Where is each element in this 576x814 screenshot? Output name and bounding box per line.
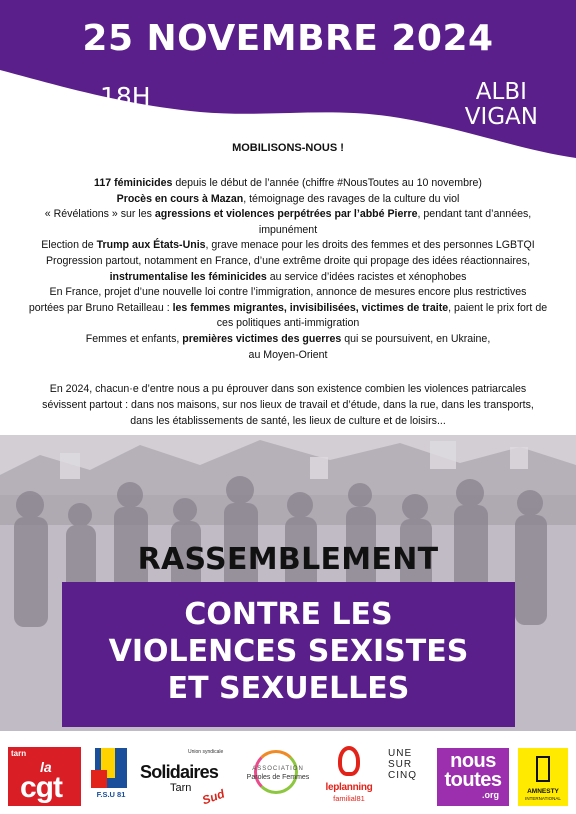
text-line: instrumentalise les féminicides au service d’idées racistes et xénophobes (109, 270, 467, 283)
cgt-region: tarn (11, 749, 27, 758)
association-name: Paroles de Femmes (246, 774, 310, 781)
fsu-label: F.S.U 81 (96, 790, 126, 799)
noustoutes-line: nous (450, 750, 496, 772)
unesur-line: SUR (388, 759, 413, 770)
text-line: impunément (258, 223, 318, 236)
paragraph-line: sévissent partout : dans nos maisons, sur nos lieux de travail et d’étude, dans la rue, dans les transports, (42, 399, 534, 411)
text-line: Femmes et enfants, premières victimes des guerres qui se poursuivent, en Ukraine, (85, 332, 491, 345)
noustoutes-line: toutes (444, 769, 502, 791)
text-line: Procès en cours à Mazan, témoignage des ravages de la culture du viol (116, 192, 460, 205)
cgt-la: la (40, 759, 52, 775)
event-date: 25 NOVEMBRE 2024 (82, 18, 494, 59)
banner-line: ET SEXUELLES (167, 671, 410, 706)
sud-mark: Sud (200, 786, 227, 808)
paroles-de-femmes-logo (238, 750, 318, 806)
text-line: 117 féminicides depuis le début de l’année (chiffre #NousToutes au 10 novembre) (94, 177, 482, 189)
rassemblement-title: RASSEMBLEMENT (137, 542, 439, 577)
planning-sub: familial81 (333, 794, 365, 803)
text-line: Election de Trump aux États-Unis, grave menace pour les droits des femmes et des personnes LGBTQI (41, 239, 535, 252)
paragraph-line: En 2024, chacun·e d’entre nous a pu éprouver dans son existence combien les violences patriarcales (49, 383, 527, 395)
amnesty-name: AMNESTY (527, 788, 559, 795)
paragraph-line: dans les établissements de santé, les lieux de culture et de loisirs... (130, 415, 446, 427)
association-label: ASSOCIATION (252, 766, 304, 772)
banner-line: CONTRE LES (184, 597, 393, 632)
text-line: portées par Bruno Retailleau : les femmes migrantes, invisibilisées, victimes de traite, paient le prix fort de (28, 301, 548, 314)
text-line: ces politiques anti-immigration (216, 317, 360, 330)
place-venue: VIGAN (464, 104, 538, 130)
cgt-name: cgt (20, 771, 62, 804)
solidaires-logo (140, 750, 235, 806)
candle-icon (536, 756, 550, 782)
fsu-shape (91, 770, 107, 788)
partner-logos (0, 738, 576, 814)
place-city: ALBI (475, 79, 527, 105)
cgt-logo (8, 747, 81, 806)
mobilisation-heading: MOBILISONS-NOUS ! (232, 142, 344, 154)
planning-name: leplanning (325, 782, 373, 793)
text-line: En France, projet d’une nouvelle loi contre l’immigration, annonce de mesures encore plus restrictives (49, 286, 527, 299)
fsu-logo (91, 748, 131, 804)
text-line: au Moyen-Orient (248, 348, 328, 361)
solidaires-small: Union syndicale (188, 749, 224, 755)
event-time: 18H (100, 82, 151, 111)
text-line: Progression partout, notamment en France, d’une extrême droite qui propage des idées réactionnaires, (45, 254, 531, 267)
planning-icon (338, 746, 360, 776)
noustoutes-logo (437, 748, 509, 806)
grievances-list (14, 176, 562, 363)
une-sur-cinq-logo (388, 748, 428, 806)
solidaires-region: Tarn (170, 782, 192, 794)
banner-line: VIOLENCES SEXISTES (108, 634, 469, 669)
text-line: « Révélations » sur les agressions et violences perpétrées par l’abbé Pierre, pendant tant d’années, (44, 208, 532, 221)
solidaires-name: Solidaires (140, 762, 219, 782)
noustoutes-domain: .org (482, 790, 499, 800)
amnesty-sub: INTERNATIONAL (525, 796, 561, 801)
planning-familial-logo (318, 746, 380, 808)
unesur-line: UNE (388, 748, 413, 759)
theme-banner-text (62, 596, 515, 707)
amnesty-logo (518, 748, 568, 806)
unesur-line: CINQ (388, 770, 417, 781)
event-place (465, 80, 538, 130)
ring-icon (254, 750, 298, 794)
closing-paragraph (14, 381, 562, 429)
